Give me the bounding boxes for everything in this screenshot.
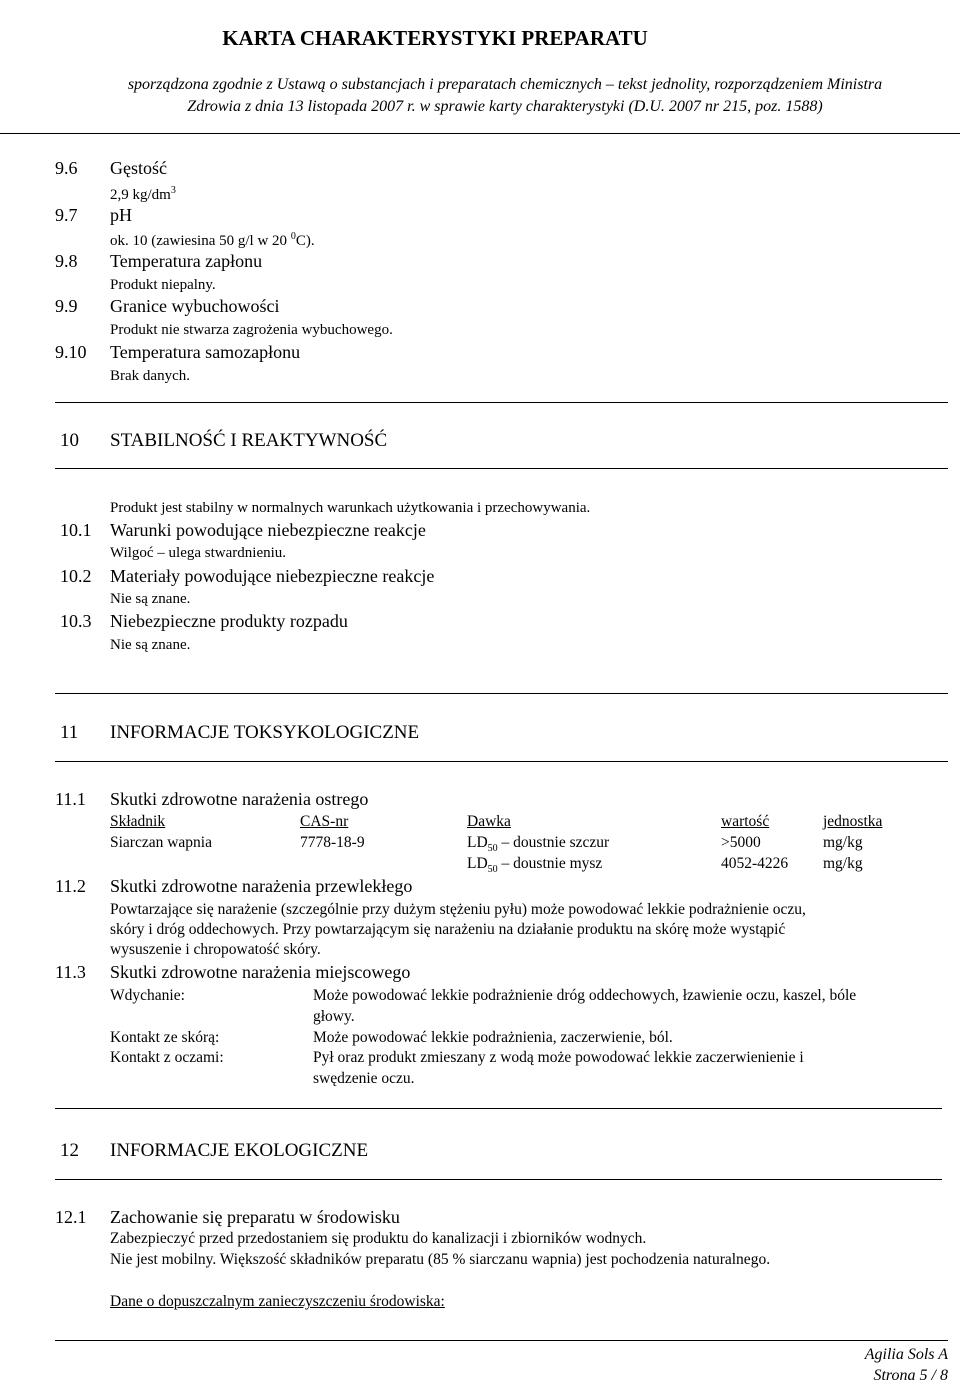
item-10-3-value: Nie są znane. bbox=[110, 637, 191, 653]
table-cell-wartosc: >5000 bbox=[721, 834, 761, 851]
document-title: KARTA CHARAKTERYSTYKI PREPARATU bbox=[222, 26, 648, 50]
item-10-1-number: 10.1 bbox=[60, 520, 92, 540]
document-subtitle-line1: sporządzona zgodnie z Ustawą o substancjach i preparatach chemicznych – tekst jednolity, rozporządzeniem Ministra bbox=[127, 76, 883, 93]
item-9-8-title: Temperatura zapłonu bbox=[110, 251, 263, 271]
kontakt-oczy-value-line: Pył oraz produkt zmieszany z wodą może powodować lekkie zaczerwienienie i bbox=[313, 1049, 804, 1066]
item-9-6-value: 2,9 $kg/dm^3$ bbox=[110, 185, 176, 203]
table-header-cas: CAS-nr bbox=[300, 813, 349, 830]
item-9-10-value: Brak danych. bbox=[110, 368, 190, 384]
footer-page-number: Strona 5 / 8 bbox=[873, 1367, 948, 1384]
table-cell-jednostka: mg/kg bbox=[823, 855, 863, 872]
wdychanie-label: Wdychanie: bbox=[110, 987, 185, 1004]
item-10-3-title: Niebezpieczne produkty rozpadu bbox=[110, 611, 348, 631]
footer-divider bbox=[55, 1340, 948, 1341]
item-9-10-number: 9.10 bbox=[55, 342, 87, 362]
section-11-number: 11 bbox=[60, 722, 79, 743]
footer-company: Agilia Sols A bbox=[864, 1346, 948, 1363]
kontakt-skora-label: Kontakt ze skórą: bbox=[110, 1029, 220, 1046]
section-10-number: 10 bbox=[60, 430, 79, 451]
item-11-2-text-line: skóry i dróg oddechowych. Przy powtarzającym się narażeniu na działanie produktu na skórę może wystąpić bbox=[110, 921, 786, 938]
item-9-9-number: 9.9 bbox=[55, 296, 78, 316]
table-cell-dawka: $LD_{50}$ – doustnie mysz bbox=[467, 855, 603, 876]
item-10-2-number: 10.2 bbox=[60, 566, 92, 586]
section-divider bbox=[55, 761, 948, 762]
item-10-1-title: Warunki powodujące niebezpieczne reakcje bbox=[110, 520, 426, 540]
section-divider bbox=[55, 468, 948, 469]
item-9-6-number: 9.6 bbox=[55, 158, 78, 178]
table-header-wartosc: wartość bbox=[721, 813, 770, 830]
document-subtitle-line2: Zdrowia z dnia 13 listopada 2007 r. w sprawie karty charakterystyki (D.U. 2007 nr 215, poz. 1588) bbox=[187, 98, 823, 115]
item-11-2-number: 11.2 bbox=[55, 876, 86, 896]
item-9-9-value: Produkt nie stwarza zagrożenia wybuchowego. bbox=[110, 322, 393, 338]
kontakt-oczy-label: Kontakt z oczami: bbox=[110, 1049, 224, 1066]
item-12-1-number: 12.1 bbox=[55, 1207, 87, 1227]
item-9-7-number: 9.7 bbox=[55, 205, 78, 225]
item-10-2-title: Materiały powodujące niebezpieczne reakcje bbox=[110, 566, 435, 586]
item-11-3-number: 11.3 bbox=[55, 962, 86, 982]
kontakt-skora-value: Może powodować lekkie podrażnienia, zaczerwienie, ból. bbox=[313, 1029, 673, 1046]
wdychanie-value-line: głowy. bbox=[313, 1008, 355, 1025]
section-11-title: INFORMACJE TOKSYKOLOGICZNE bbox=[110, 722, 420, 743]
table-header-jednostka: jednostka bbox=[823, 813, 883, 830]
section-divider bbox=[55, 402, 948, 403]
item-9-6-title: Gęstość bbox=[110, 158, 167, 178]
header-divider bbox=[0, 133, 960, 134]
item-9-9-title: Granice wybuchowości bbox=[110, 296, 280, 316]
item-10-2-value: Nie są znane. bbox=[110, 591, 191, 607]
item-9-7-value: ok. 10 (zawiesina 50 g/l w 20 $^0$C). bbox=[110, 231, 315, 249]
table-header-dawka: Dawka bbox=[467, 813, 511, 830]
wdychanie-value-line: Może powodować lekkie podrażnienie dróg oddechowych, łzawienie oczu, kaszel, bóle bbox=[313, 987, 857, 1004]
item-9-8-number: 9.8 bbox=[55, 251, 78, 271]
table-cell-skladnik: Siarczan wapnia bbox=[110, 834, 212, 851]
item-11-1-title: Skutki zdrowotne narażenia ostrego bbox=[110, 789, 369, 809]
item-12-1-title: Zachowanie się preparatu w środowisku bbox=[110, 1207, 400, 1227]
section-divider bbox=[55, 1108, 942, 1109]
item-11-2-text-line: wysuszenie i chropowatość skóry. bbox=[110, 941, 321, 958]
item-9-7-title: pH bbox=[110, 205, 132, 225]
item-11-3-title: Skutki zdrowotne narażenia miejscowego bbox=[110, 962, 411, 982]
kontakt-oczy-value-line: swędzenie oczu. bbox=[313, 1070, 415, 1087]
table-cell-dawka: $LD_{50}$ – doustnie szczur bbox=[467, 834, 610, 855]
section-10-title: STABILNOŚĆ I REAKTYWNOŚĆ bbox=[110, 430, 388, 451]
item-12-1-text-line: Zabezpieczyć przed przedostaniem się produktu do kanalizacji i zbiorników wodnych. bbox=[110, 1230, 647, 1247]
table-header-skladnik: Składnik bbox=[110, 813, 166, 830]
dane-zanieczyszczenie-heading: Dane o dopuszczalnym zanieczyszczeniu środowiska: bbox=[110, 1293, 445, 1310]
section-12-title: INFORMACJE EKOLOGICZNE bbox=[110, 1140, 369, 1161]
item-9-10-title: Temperatura samozapłonu bbox=[110, 342, 301, 362]
table-cell-wartosc: 4052-4226 bbox=[721, 855, 789, 872]
table-cell-jednostka: mg/kg bbox=[823, 834, 863, 851]
table-cell-cas: 7778-18-9 bbox=[300, 834, 365, 851]
section-divider bbox=[55, 1179, 942, 1180]
item-11-2-title: Skutki zdrowotne narażenia przewlekłego bbox=[110, 876, 413, 896]
item-11-2-text-line: Powtarzające się narażenie (szczególnie przy dużym stężeniu pyłu) może powodować lekkie podrażnienie oczu, bbox=[110, 901, 806, 918]
item-10-1-value: Wilgoć – ulega stwardnieniu. bbox=[110, 545, 287, 561]
item-12-1-text-line: Nie jest mobilny. Większość składników preparatu (85 % siarczanu wapnia) jest pochodzenia naturalnego. bbox=[110, 1251, 771, 1268]
item-10-3-number: 10.3 bbox=[60, 611, 92, 631]
item-9-8-value: Produkt niepalny. bbox=[110, 277, 216, 293]
section-10-intro: Produkt jest stabilny w normalnych warunkach użytkowania i przechowywania. bbox=[110, 500, 591, 516]
section-divider bbox=[55, 693, 948, 694]
section-12-number: 12 bbox=[60, 1140, 79, 1161]
item-11-1-number: 11.1 bbox=[55, 789, 86, 809]
